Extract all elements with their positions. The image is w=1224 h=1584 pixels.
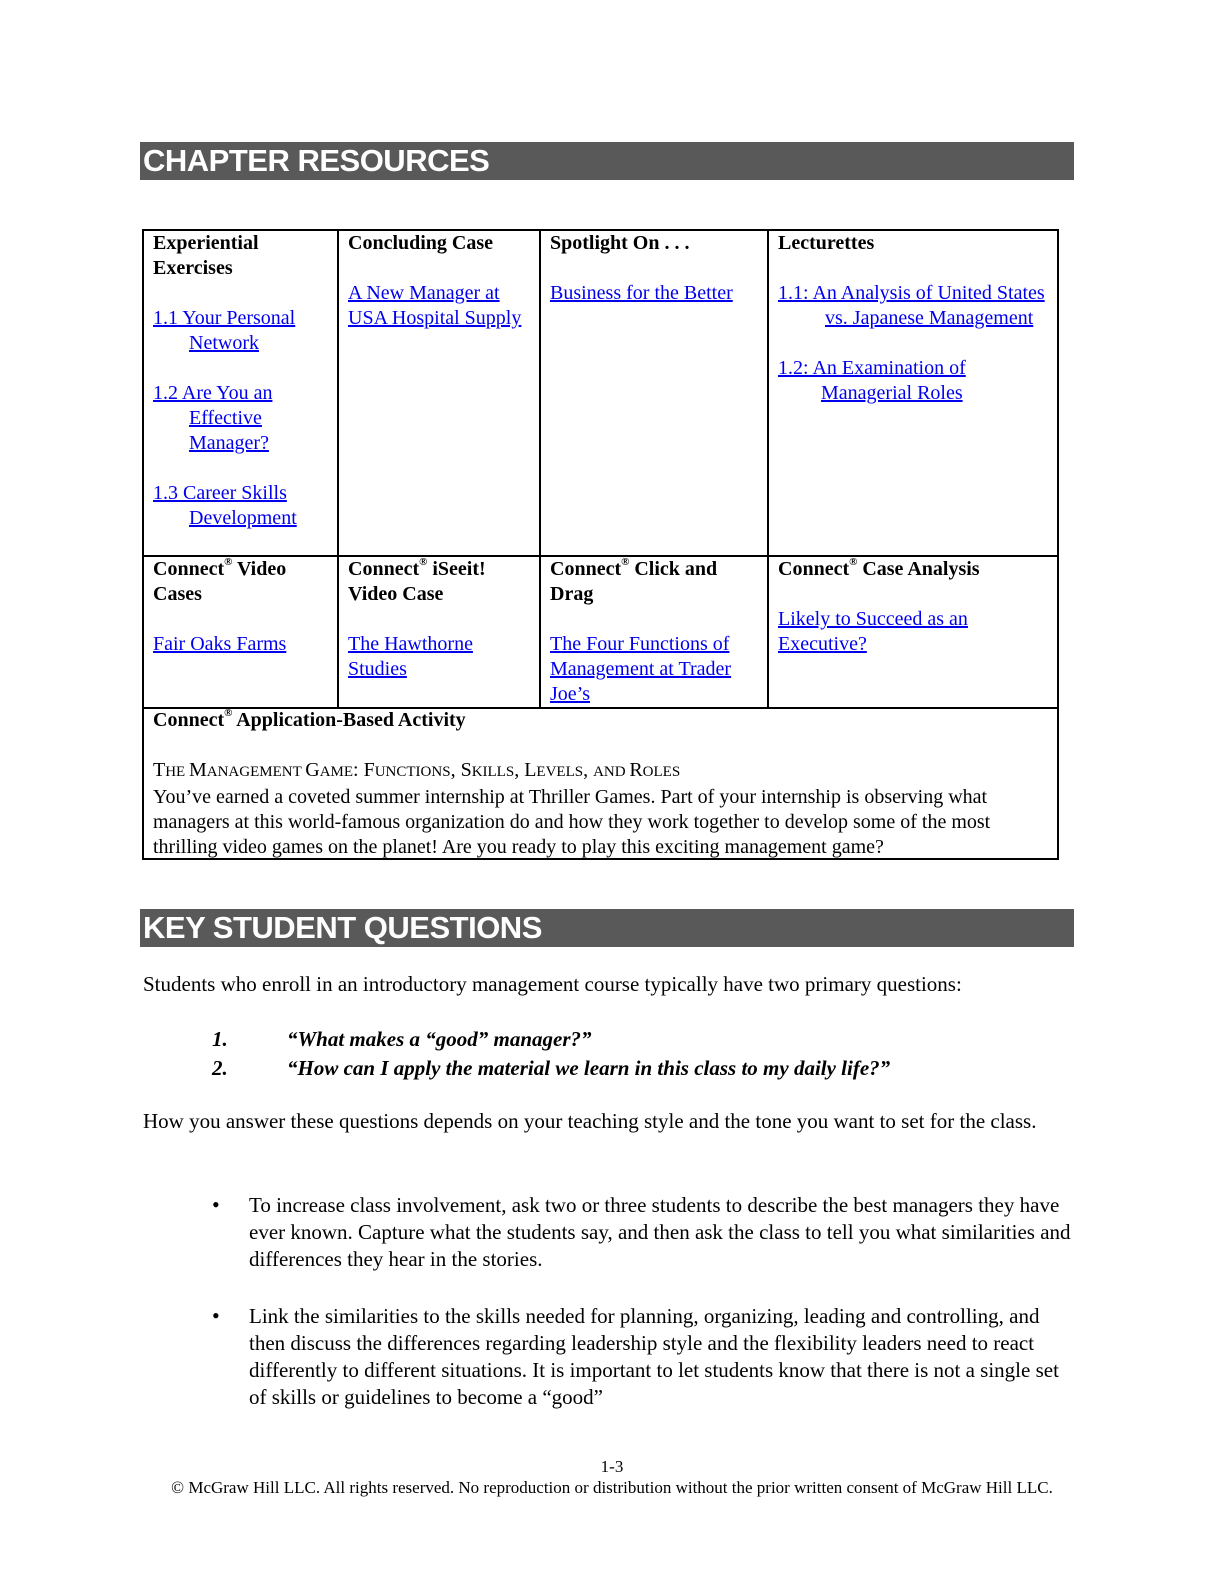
question-number-2: 2. bbox=[212, 1056, 228, 1080]
key-student-questions-heading bbox=[140, 909, 1074, 947]
case-analysis-link[interactable]: Likely to Succeed as an Executive? bbox=[778, 608, 968, 655]
click-drag-link[interactable]: The Four Functions of Management at Trader Joe’s bbox=[550, 633, 732, 705]
concluding-case-header: Concluding Case bbox=[348, 232, 494, 254]
spotlight-header: Spotlight On . . . bbox=[550, 232, 690, 254]
case-analysis-header: Connect® Case Analysis bbox=[778, 556, 980, 580]
lecturettes-cell bbox=[778, 231, 1050, 406]
exercise-link-1-2[interactable]: 1.2 Are You an Effective Manager? bbox=[153, 382, 273, 454]
spotlight-cell bbox=[550, 231, 762, 306]
questions-intro: Students who enroll in an introductory management course typically have two primary questions: bbox=[143, 972, 962, 996]
click-drag-header: Connect® Click and Drag bbox=[550, 556, 718, 605]
question-2: “How can I apply the material we learn in this class to my daily life?” bbox=[287, 1056, 891, 1080]
bullet-point-1: To increase class involvement, ask two or three students to describe the best managers they have ever known. Capture what the students say, and then ask the class to tell you what similarities and differences they hear in the stories. bbox=[249, 1193, 1071, 1271]
lecturette-link-1-1[interactable]: 1.1: An Analysis of United States vs. Japanese Management bbox=[778, 282, 1045, 329]
activity-title: THE MANAGEMENT GAME: FUNCTIONS, SKILLS, LEVELS, AND ROLES bbox=[153, 759, 681, 781]
chapter-resources-table bbox=[142, 229, 1059, 860]
bullet-marker-2: • bbox=[212, 1303, 220, 1328]
chapter-resources-title: CHAPTER RESOURCES bbox=[143, 143, 490, 178]
lecturettes-header: Lecturettes bbox=[778, 232, 875, 254]
experiential-exercises-header: Experiential Exercises bbox=[153, 232, 259, 279]
click-drag-cell bbox=[550, 557, 762, 707]
case-analysis-cell bbox=[778, 557, 1050, 657]
key-student-questions-title: KEY STUDENT QUESTIONS bbox=[143, 910, 542, 945]
experiential-exercises-cell bbox=[153, 231, 333, 531]
answer-intro: How you answer these questions depends on your teaching style and the tone you want to set for the class. bbox=[143, 1109, 1037, 1133]
concluding-case-link[interactable]: A New Manager at USA Hospital Supply bbox=[348, 282, 522, 329]
spotlight-link[interactable]: Business for the Better bbox=[550, 282, 733, 304]
chapter-resources-heading bbox=[140, 142, 1074, 180]
page-number: 1-3 bbox=[600, 1457, 624, 1476]
concluding-case-cell bbox=[348, 231, 528, 331]
activity-description: You’ve earned a coveted summer internship at Thriller Games. Part of your internship is observing what managers at this world-famous organization do and how they work together to develop some of the most thrilling video games on the planet! Are you ready to play this exciting management game? bbox=[153, 786, 991, 858]
bullet-marker-1: • bbox=[212, 1192, 220, 1217]
video-cases-header: Connect® Video Cases bbox=[153, 556, 287, 605]
question-number-1: 1. bbox=[212, 1027, 228, 1051]
iseeit-header: Connect® iSeeit! Video Case bbox=[348, 556, 486, 605]
iseeit-cell bbox=[348, 557, 528, 682]
copyright-notice: © McGraw Hill LLC. All rights reserved. No reproduction or distribution without the prior written consent of McGraw Hill LLC. bbox=[171, 1478, 1053, 1497]
application-activity-header: Connect® Application-Based Activity bbox=[153, 707, 466, 731]
exercise-link-1-1[interactable]: 1.1 Your Personal Network bbox=[153, 307, 296, 354]
lecturette-link-1-2[interactable]: 1.2: An Examination of Managerial Roles bbox=[778, 357, 966, 404]
exercise-link-1-3[interactable]: 1.3 Career Skills Development bbox=[153, 482, 297, 529]
iseeit-link[interactable]: The Hawthorne Studies bbox=[348, 633, 473, 680]
question-1: “What makes a “good” manager?” bbox=[287, 1027, 592, 1051]
video-case-link[interactable]: Fair Oaks Farms bbox=[153, 633, 287, 655]
video-cases-cell bbox=[153, 557, 333, 657]
bullet-point-2: Link the similarities to the skills needed for planning, organizing, leading and controlling, and then discuss the differences regarding leadership style and the flexibility leaders need to react differently to different situations. It is important to let students know that there is not a single set of skills or guidelines to become a “good” bbox=[249, 1304, 1059, 1409]
application-activity-cell bbox=[153, 708, 1053, 860]
